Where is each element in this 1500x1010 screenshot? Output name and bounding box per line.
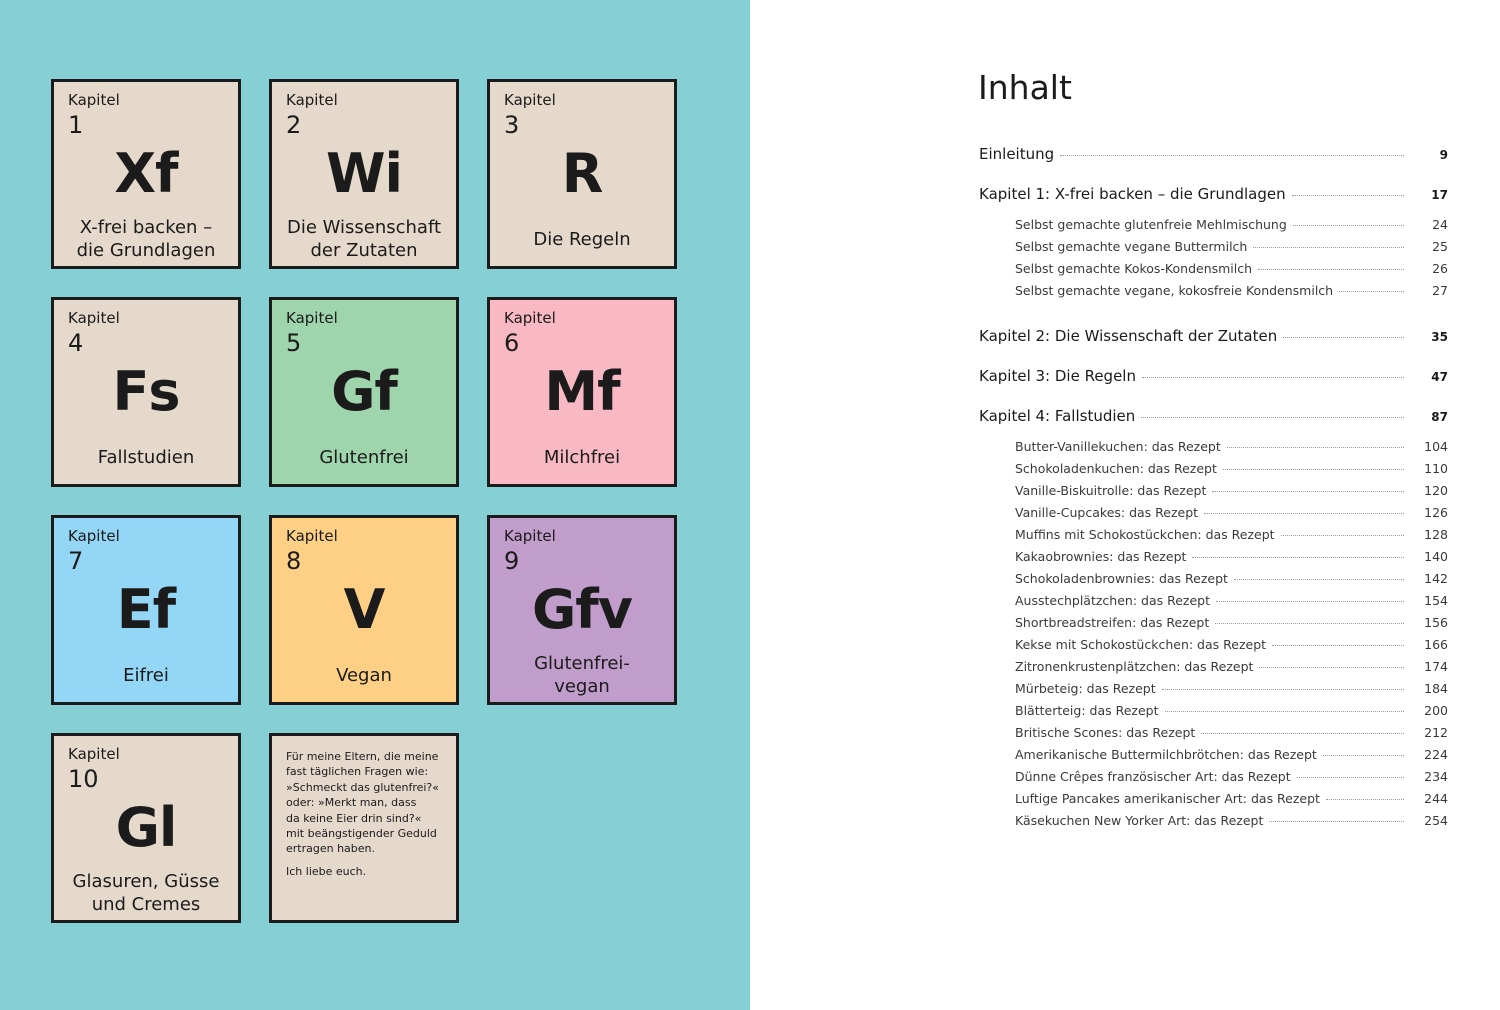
tile-kapitel-label: Kapitel <box>286 527 338 545</box>
toc-entry-title: Amerikanische Buttermilchbrötchen: das Rezept <box>1015 747 1317 762</box>
toc-entry-recipe <box>1015 261 1448 276</box>
toc-entry-title: Schokoladenkuchen: das Rezept <box>1015 461 1217 476</box>
tile-chapter-name-text: Die Wissenschaft der Zutaten <box>286 217 442 261</box>
toc-page-number: 224 <box>1424 747 1448 762</box>
toc-entry-title: Kekse mit Schokostückchen: das Rezept <box>1015 637 1267 652</box>
tile-kapitel-label: Kapitel <box>68 91 120 109</box>
toc-dot-leader <box>1253 247 1404 248</box>
toc-entry-recipe <box>1015 239 1448 254</box>
tile-chapter-name <box>276 432 452 482</box>
chapter-tile-5 <box>269 297 459 487</box>
toc-page-number: 140 <box>1424 549 1448 564</box>
tile-chapter-name <box>58 650 234 700</box>
toc-dot-leader <box>1293 225 1404 226</box>
toc-entry-recipe <box>1015 549 1448 564</box>
tile-element-symbol: Fs <box>112 360 180 423</box>
toc-page-number: 26 <box>1432 261 1448 276</box>
toc-dot-leader <box>1223 469 1404 470</box>
toc-entry-recipe <box>1015 747 1448 762</box>
toc-entry-title: Blätterteig: das Rezept <box>1015 703 1159 718</box>
tile-chapter-name <box>58 432 234 482</box>
right-page-table-of-contents <box>750 0 1500 1010</box>
chapter-tile-7 <box>51 515 241 705</box>
toc-entry-title: Käsekuchen New Yorker Art: das Rezept <box>1015 813 1264 828</box>
toc-entry-recipe <box>1015 505 1448 520</box>
tile-chapter-name-text: Glasuren, Güsse und Cremes <box>72 871 220 915</box>
toc-entry-recipe <box>1015 769 1448 784</box>
toc-entry-title: Kapitel 3: Die Regeln <box>979 367 1136 385</box>
toc-dot-leader <box>1292 195 1404 196</box>
toc-entry-recipe <box>1015 725 1448 740</box>
chapter-tile-2 <box>269 79 459 269</box>
toc-dot-leader <box>1234 579 1404 580</box>
toc-entry-recipe <box>1015 483 1448 498</box>
toc-page-number: 200 <box>1424 703 1448 718</box>
toc-entry-recipe <box>1015 439 1448 454</box>
toc-entry-recipe <box>1015 703 1448 718</box>
toc-entry-title: Vanille-Cupcakes: das Rezept <box>1015 505 1199 520</box>
tile-element-symbol: V <box>343 578 385 641</box>
toc-page-number: 126 <box>1424 505 1448 520</box>
toc-page-number: 110 <box>1424 461 1448 476</box>
toc-entry-title: Selbst gemachte vegane Buttermilch <box>1015 239 1248 254</box>
tile-kapitel-label: Kapitel <box>68 527 120 545</box>
tile-chapter-number: 2 <box>286 111 302 139</box>
toc-entry-recipe <box>1015 283 1448 298</box>
toc-page-number: 25 <box>1432 239 1448 254</box>
tile-element-symbol: Xf <box>114 142 178 205</box>
tile-chapter-number: 1 <box>68 111 84 139</box>
tile-chapter-name-text: X-frei backen – die Grundlagen <box>76 217 216 261</box>
tile-chapter-name-text: Eifrei <box>123 664 169 686</box>
toc-entry-title: Butter-Vanillekuchen: das Rezept <box>1015 439 1221 454</box>
toc-dot-leader <box>1339 291 1404 292</box>
toc-dot-leader <box>1215 623 1404 624</box>
toc-entry-recipe <box>1015 217 1448 232</box>
tile-chapter-name-text: Vegan <box>336 664 392 686</box>
tile-chapter-name <box>276 214 452 264</box>
toc-entry-title: Mürbeteig: das Rezept <box>1015 681 1156 696</box>
toc-page-number: 154 <box>1424 593 1448 608</box>
toc-dot-leader <box>1060 155 1404 156</box>
tile-kapitel-label: Kapitel <box>504 309 556 327</box>
toc-entry-title: Kapitel 2: Die Wissenschaft der Zutaten <box>979 327 1278 345</box>
tile-kapitel-label: Kapitel <box>504 527 556 545</box>
tile-chapter-number: 9 <box>504 547 520 575</box>
toc-dot-leader <box>1259 667 1404 668</box>
tile-chapter-number: 4 <box>68 329 84 357</box>
toc-entry-title: Selbst gemachte vegane, kokosfreie Kondensmilch <box>1015 283 1334 298</box>
toc-page-number: 244 <box>1424 791 1448 806</box>
toc-entry-chapter <box>979 327 1448 345</box>
toc-page-number: 234 <box>1424 769 1448 784</box>
chapter-tile-6 <box>487 297 677 487</box>
tile-chapter-name <box>494 432 670 482</box>
toc-entry-recipe <box>1015 681 1448 696</box>
toc-dot-leader <box>1204 513 1404 514</box>
toc-page-number: 212 <box>1424 725 1448 740</box>
toc-entry-chapter <box>979 145 1448 163</box>
toc-entry-title: Kapitel 4: Fallstudien <box>979 407 1136 425</box>
toc-dot-leader <box>1212 491 1404 492</box>
toc-entry-title: Selbst gemachte Kokos-Kondensmilch <box>1015 261 1253 276</box>
chapter-tile-4 <box>51 297 241 487</box>
toc-entry-recipe <box>1015 527 1448 542</box>
tile-element-symbol: Mf <box>544 360 620 423</box>
toc-page-number: 47 <box>1431 370 1448 384</box>
tile-element-symbol: Gl <box>115 796 177 859</box>
toc-page-number: 120 <box>1424 483 1448 498</box>
toc-page-number: 87 <box>1431 410 1448 424</box>
toc-title: Inhalt <box>978 68 1072 107</box>
tile-chapter-name-text: Glutenfrei <box>319 446 409 468</box>
tile-kapitel-label: Kapitel <box>286 91 338 109</box>
tile-kapitel-label: Kapitel <box>504 91 556 109</box>
toc-entry-recipe <box>1015 571 1448 586</box>
toc-page-number: 35 <box>1431 330 1448 344</box>
toc-dot-leader <box>1165 711 1404 712</box>
chapter-tile-10 <box>51 733 241 923</box>
dedication-paragraph-2: Ich liebe euch. <box>286 864 367 878</box>
tile-chapter-name <box>494 650 670 700</box>
toc-entry-chapter <box>979 407 1448 425</box>
tile-chapter-number: 8 <box>286 547 302 575</box>
tile-element-symbol: Gf <box>331 360 397 423</box>
chapter-tile-8 <box>269 515 459 705</box>
toc-entry-title: Kapitel 1: X-frei backen – die Grundlagen <box>979 185 1286 203</box>
toc-entry-title: Shortbreadstreifen: das Rezept <box>1015 615 1210 630</box>
toc-entry-recipe <box>1015 593 1448 608</box>
tile-chapter-name-text: Die Regeln <box>533 228 631 250</box>
toc-entry-recipe <box>1015 813 1448 828</box>
toc-entry-title: Muffins mit Schokostückchen: das Rezept <box>1015 527 1275 542</box>
toc-dot-leader <box>1216 601 1404 602</box>
toc-entry-title: Selbst gemachte glutenfreie Mehlmischung <box>1015 217 1287 232</box>
toc-entry-chapter <box>979 185 1448 203</box>
tile-chapter-number: 5 <box>286 329 302 357</box>
chapter-tile-3 <box>487 79 677 269</box>
toc-entry-recipe <box>1015 659 1448 674</box>
tile-chapter-name <box>58 868 234 918</box>
tile-element-symbol: R <box>561 142 603 205</box>
toc-dot-leader <box>1269 821 1404 822</box>
tile-chapter-name <box>58 214 234 264</box>
dedication-tile <box>269 733 459 923</box>
toc-dot-leader <box>1297 777 1404 778</box>
toc-dot-leader <box>1272 645 1404 646</box>
tile-chapter-number: 10 <box>68 765 99 793</box>
toc-entry-chapter <box>979 367 1448 385</box>
dedication-text <box>286 749 446 886</box>
toc-dot-leader <box>1283 337 1404 338</box>
tile-element-symbol: Gfv <box>531 578 633 641</box>
tile-chapter-name-text: Milchfrei <box>543 446 621 468</box>
toc-page-number: 128 <box>1424 527 1448 542</box>
toc-dot-leader <box>1142 377 1404 378</box>
toc-entry-title: Schokoladenbrownies: das Rezept <box>1015 571 1228 586</box>
toc-entry-recipe <box>1015 791 1448 806</box>
toc-page-number: 254 <box>1424 813 1448 828</box>
chapter-tile-9 <box>487 515 677 705</box>
chapter-tile-1 <box>51 79 241 269</box>
toc-page-number: 174 <box>1424 659 1448 674</box>
toc-entry-title: Britische Scones: das Rezept <box>1015 725 1196 740</box>
tile-element-symbol: Ef <box>116 578 176 641</box>
toc-page-number: 9 <box>1439 148 1448 162</box>
toc-entry-title: Zitronenkrustenplätzchen: das Rezept <box>1015 659 1254 674</box>
toc-entry-title: Einleitung <box>979 145 1055 163</box>
toc-page-number: 184 <box>1424 681 1448 696</box>
toc-entry-recipe <box>1015 615 1448 630</box>
tile-element-symbol: Wi <box>325 142 403 205</box>
tile-chapter-number: 6 <box>504 329 520 357</box>
toc-page-number: 17 <box>1431 188 1448 202</box>
toc-page-number: 104 <box>1424 439 1448 454</box>
toc-dot-leader <box>1192 557 1404 558</box>
toc-entry-title: Vanille-Biskuitrolle: das Rezept <box>1015 483 1207 498</box>
toc-dot-leader <box>1281 535 1404 536</box>
toc-page-number: 142 <box>1424 571 1448 586</box>
toc-dot-leader <box>1323 755 1404 756</box>
toc-page-number: 27 <box>1432 283 1448 298</box>
toc-page-number: 24 <box>1432 217 1448 232</box>
tile-chapter-name-text: Fallstudien <box>97 446 195 468</box>
tile-chapter-number: 3 <box>504 111 520 139</box>
tile-chapter-number: 7 <box>68 547 84 575</box>
toc-dot-leader <box>1201 733 1404 734</box>
toc-page-number: 166 <box>1424 637 1448 652</box>
toc-dot-leader <box>1227 447 1404 448</box>
toc-dot-leader <box>1326 799 1404 800</box>
dedication-paragraph-1: Für meine Eltern, die meine fast täglichen Fragen wie: »Schmeckt das glutenfrei?« oder: »Merkt man, dass da keine Eier drin sind?« mit beängstigender Geduld ertragen haben. <box>286 750 440 856</box>
tile-chapter-name <box>494 214 670 264</box>
tile-chapter-name <box>276 650 452 700</box>
toc-entry-title: Ausstechplätzchen: das Rezept <box>1015 593 1210 608</box>
tile-kapitel-label: Kapitel <box>286 309 338 327</box>
toc-entry-title: Dünne Crêpes französischer Art: das Rezept <box>1015 769 1291 784</box>
toc-entry-title: Luftige Pancakes amerikanischer Art: das Rezept <box>1015 791 1320 806</box>
toc-dot-leader <box>1162 689 1404 690</box>
toc-dot-leader <box>1258 269 1404 270</box>
toc-entry-title: Kakaobrownies: das Rezept <box>1015 549 1187 564</box>
toc-entry-recipe <box>1015 461 1448 476</box>
toc-entry-recipe <box>1015 637 1448 652</box>
tile-chapter-name-text: Glutenfrei- vegan <box>534 653 630 697</box>
tile-kapitel-label: Kapitel <box>68 745 120 763</box>
toc-dot-leader <box>1141 417 1404 418</box>
tile-kapitel-label: Kapitel <box>68 309 120 327</box>
toc-page-number: 156 <box>1424 615 1448 630</box>
